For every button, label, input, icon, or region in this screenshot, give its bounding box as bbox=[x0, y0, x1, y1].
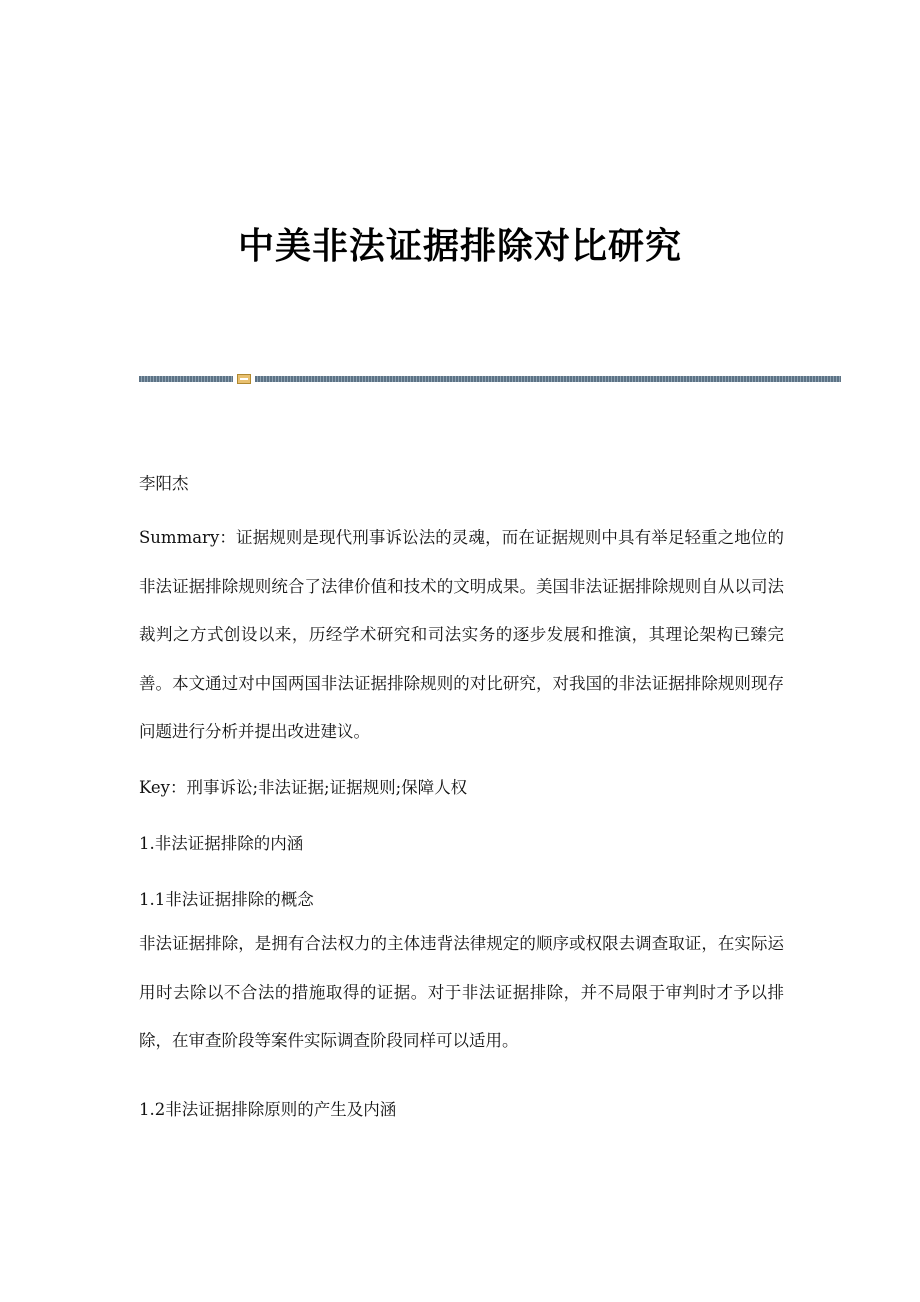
keywords-line: Key：刑事诉讼;非法证据;证据规则;保障人权 bbox=[139, 778, 468, 797]
author-name: 李阳杰 bbox=[139, 474, 189, 493]
divider-ornament-icon bbox=[237, 374, 251, 384]
title-divider bbox=[139, 374, 841, 384]
section-1-2-heading: 1.2非法证据排除原则的产生及内涵 bbox=[139, 1100, 397, 1119]
divider-right-segment bbox=[255, 376, 841, 382]
summary-paragraph: Summary：证据规则是现代刑事诉讼法的灵魂，而在证据规则中具有举足轻重之地位的非法证据排除规则统合了法律价值和技术的文明成果。美国非法证据排除规则自从以司法裁判之方式创设以来，历经学术研究和司法实务的逐步发展和推演，其理论架构已臻完善。本文通过对中国两国非法证据排除规则的对比研究，对我国的非法证据排除规则现存问题进行分析并提出改进建议。 bbox=[139, 528, 784, 741]
section-1-heading: 1.非法证据排除的内涵 bbox=[139, 834, 304, 853]
document-title: 中美非法证据排除对比研究 bbox=[237, 226, 682, 267]
section-1-1-body: 非法证据排除，是拥有合法权力的主体违背法律规定的顺序或权限去调查取证，在实际运用时去除以不合法的措施取得的证据。对于非法证据排除，并不局限于审判时才予以排除，在审查阶段等案件实际调查阶段同样可以适用。 bbox=[139, 934, 784, 1050]
divider-left-segment bbox=[139, 376, 233, 382]
section-1-1-heading: 1.1非法证据排除的概念 bbox=[139, 890, 314, 909]
